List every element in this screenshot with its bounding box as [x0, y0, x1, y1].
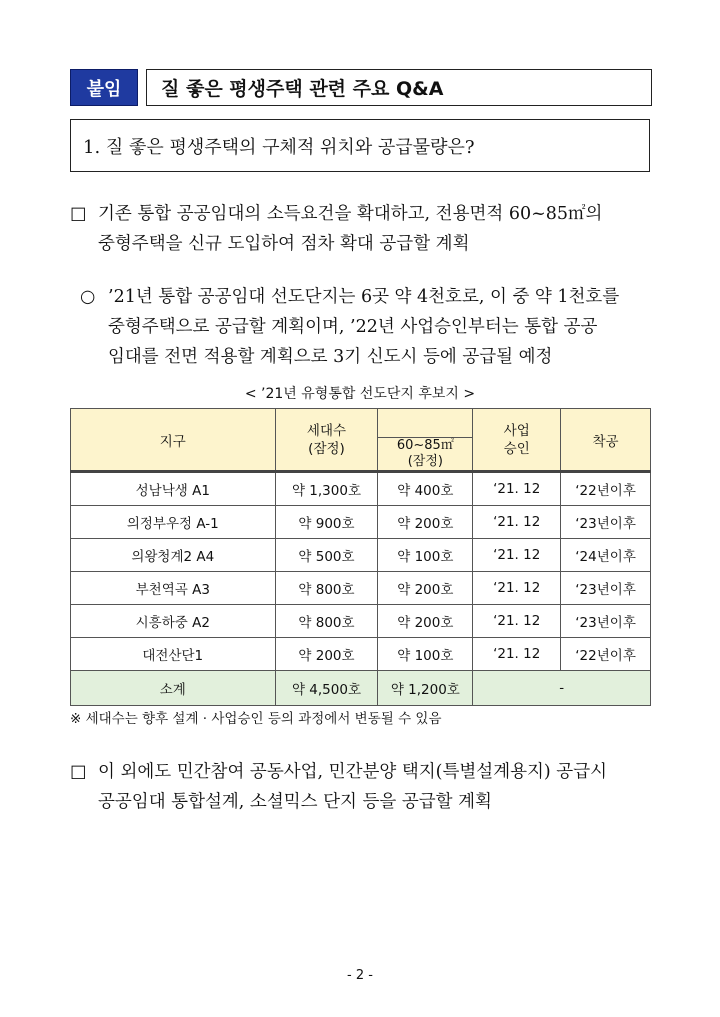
cell-district: 대전산단1 [71, 638, 276, 671]
header-approval: 사업 승인 [473, 409, 561, 472]
subtotal-row [71, 671, 651, 706]
header-households: 세대수 (잠정) [275, 409, 378, 472]
cell-midsize: 약 400호 [378, 472, 473, 506]
table-row [71, 539, 651, 572]
cell-households: 약 200호 [275, 638, 378, 671]
cell-approval: ‘21. 12 [473, 638, 561, 671]
cell-households: 약 800호 [275, 605, 378, 638]
bullet2-line2: 중형주택으로 공급할 계획이며, ’22년 사업승인부터는 통합 공공 [108, 317, 598, 337]
cell-households: 약 900호 [275, 506, 378, 539]
cell-construction: ‘22년이후 [561, 472, 651, 506]
subtotal-households: 약 4,500호 [275, 671, 378, 706]
cell-households: 약 800호 [275, 572, 378, 605]
bullet3-line1: 이 외에도 민간참여 공동사업, 민간분양 택지(특별설계용지) 공급시 [98, 762, 608, 782]
table-note: ※ 세대수는 향후 설계 · 사업승인 등의 과정에서 변동될 수 있음 [70, 711, 442, 727]
table-row [71, 506, 651, 539]
cell-midsize: 약 200호 [378, 572, 473, 605]
cell-approval: ‘21. 12 [473, 572, 561, 605]
cell-midsize: 약 200호 [378, 605, 473, 638]
cell-construction: ‘23년이후 [561, 506, 651, 539]
bullet3-line2: 공공임대 통합설계, 소셜믹스 단지 등을 공급할 계획 [98, 792, 492, 812]
page-number: - 2 - [347, 968, 373, 983]
checkbox-square-icon: □ [70, 204, 87, 224]
checkbox-square-icon: □ [70, 762, 87, 782]
table-row [71, 472, 651, 506]
cell-households: 약 500호 [275, 539, 378, 572]
candidate-sites-table [70, 408, 651, 706]
bullet2-line3: 임대를 전면 적용할 계획으로 3기 신도시 등에 공급될 예정 [108, 347, 553, 367]
cell-construction: ‘22년이후 [561, 638, 651, 671]
bullet-paragraph-3 [70, 757, 607, 817]
cell-district: 성남낙생 A1 [71, 472, 276, 506]
attachment-header [70, 69, 652, 106]
subtotal-label: 소계 [71, 671, 276, 706]
cell-construction: ‘24년이후 [561, 539, 651, 572]
subtotal-midsize: 약 1,200호 [378, 671, 473, 706]
bullet-paragraph-1 [70, 199, 602, 259]
cell-approval: ‘21. 12 [473, 472, 561, 506]
cell-district: 부천역곡 A3 [71, 572, 276, 605]
table-caption: < ’21년 유형통합 선도단지 후보지 > [244, 386, 476, 402]
bullet-paragraph-2 [80, 282, 619, 372]
cell-approval: ‘21. 12 [473, 539, 561, 572]
cell-households: 약 1,300호 [275, 472, 378, 506]
bullet1-line1: 기존 통합 공공임대의 소득요건을 확대하고, 전용면적 60~85㎡의 [98, 204, 603, 224]
header-district: 지구 [71, 409, 276, 472]
cell-midsize: 약 100호 [378, 638, 473, 671]
circle-bullet-icon: ○ [80, 287, 96, 307]
cell-construction: ‘23년이후 [561, 605, 651, 638]
cell-district: 시흥하중 A2 [71, 605, 276, 638]
table-row [71, 605, 651, 638]
header-midsize-top [378, 409, 473, 438]
cell-approval: ‘21. 12 [473, 506, 561, 539]
cell-construction: ‘23년이후 [561, 572, 651, 605]
header-midsize: 60~85㎡ (잠정) [378, 438, 473, 472]
table-row [71, 638, 651, 671]
bullet2-line1: ’21년 통합 공공임대 선도단지는 6곳 약 4천호로, 이 중 약 1천호를 [108, 287, 620, 307]
bullet1-line2: 중형주택을 신규 도입하여 점차 확대 공급할 계획 [98, 234, 470, 254]
cell-approval: ‘21. 12 [473, 605, 561, 638]
cell-midsize: 약 200호 [378, 506, 473, 539]
cell-district: 의정부우정 A-1 [71, 506, 276, 539]
page-title: 질 좋은 평생주택 관련 주요 Q&A [146, 69, 652, 106]
table-row [71, 572, 651, 605]
subtotal-rest: - [473, 671, 651, 706]
attachment-badge: 붙임 [70, 69, 138, 106]
cell-midsize: 약 100호 [378, 539, 473, 572]
cell-district: 의왕청계2 A4 [71, 539, 276, 572]
question-box: 1. 질 좋은 평생주택의 구체적 위치와 공급물량은? [70, 119, 650, 172]
header-construction: 착공 [561, 409, 651, 472]
